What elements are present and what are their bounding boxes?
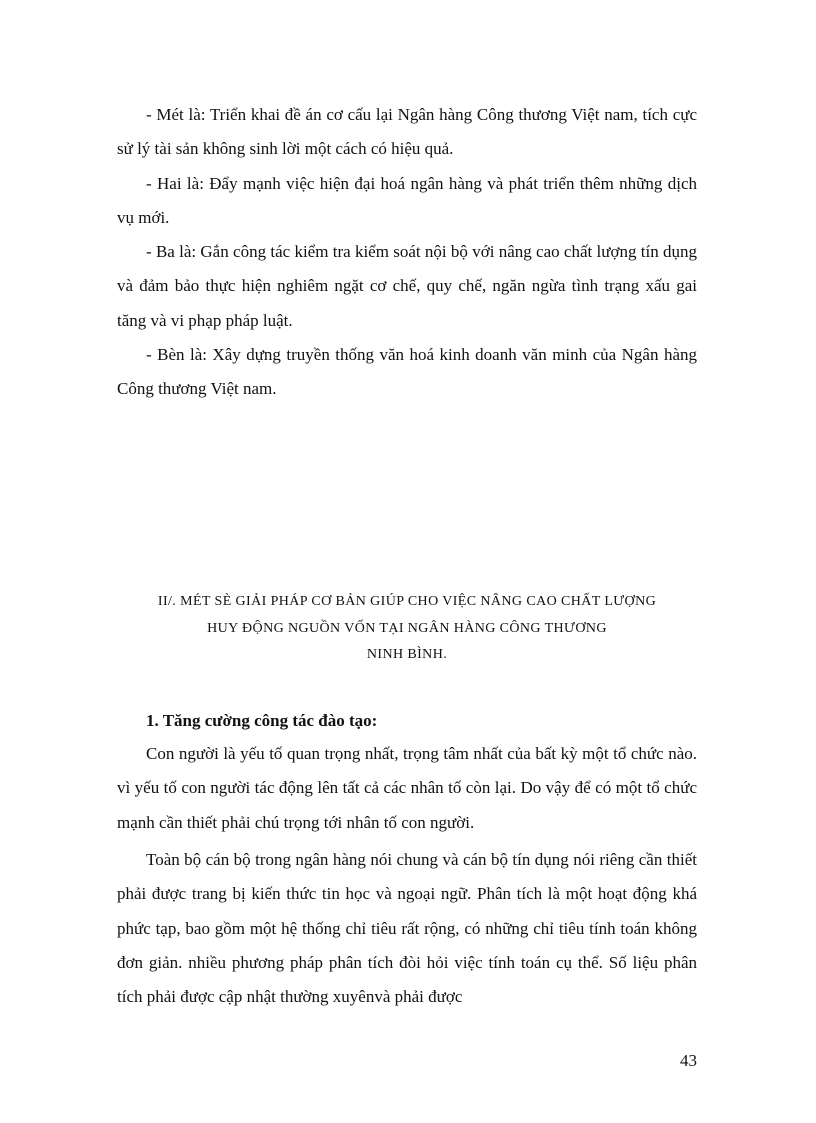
paragraph-solution-one: - Mét là: Triển khai đề án cơ cấu lại Ngân hàng Công thương Việt nam, tích cực sử lý tài sản không sinh lời một cách có hiệu quả. <box>117 105 697 159</box>
section-heading-line-1: II/. MÉT SÈ GIẢI PHÁP CƠ BẢN GIÚP CHO VIỆC NÂNG CAO CHẤT LƯỢNG <box>157 594 657 609</box>
paragraph-solution-two: - Hai là: Đẩy mạnh việc hiện đại hoá ngân hàng và phát triển thêm những dịch vụ mới. <box>117 174 697 228</box>
section-heading-line-3: NINH BÌNH. <box>366 647 448 662</box>
page-number: 43 <box>680 1051 697 1070</box>
section-heading-line-2: HUY ĐỘNG NGUỒN VỐN TẠI NGÂN HÀNG CÔNG THƯƠNG <box>207 620 607 636</box>
section-heading <box>117 589 697 669</box>
paragraph-solution-three: - Ba là: Gắn công tác kiểm tra kiểm soát nội bộ với nâng cao chất lượng tín dụng và đảm bảo thực hiện nghiêm ngặt cơ chế, quy chế, ngăn ngừa tình trạng xấu gai tăng và vi phạp pháp luật. <box>117 242 697 330</box>
body-paragraph-people: Con người là yếu tố quan trọng nhất, trọng tâm nhất của bất kỳ một tổ chức nào. vì yếu tố con người tác động lên tất cả các nhân tố còn lại. Do vậy để có một tổ chức mạnh cần thiết phải chú trọng tới nhân tố con người. <box>117 744 697 832</box>
sub-heading-training: 1. Tăng cường công tác đào tạo: <box>146 711 378 730</box>
paragraph-solution-four: - Bèn là: Xây dựng truyền thống văn hoá kinh doanh văn minh của Ngân hàng Công thương Việt nam. <box>117 345 697 399</box>
body-paragraph-staff: Toàn bộ cán bộ trong ngân hàng nói chung và cán bộ tín dụng nói riêng cần thiết phải được trang bị kiến thức tin học và ngoại ngữ. Phân tích là một hoạt động khá phức tạp, bao gồm một hệ thống chỉ tiêu rất rộng, có những chỉ tiêu tính toán không đơn giản. nhiều phương pháp phân tích đòi hỏi việc tính toán cụ thể. Số liệu phân tích phải được cập nhật thường xuyênvà phải được <box>117 850 697 1007</box>
